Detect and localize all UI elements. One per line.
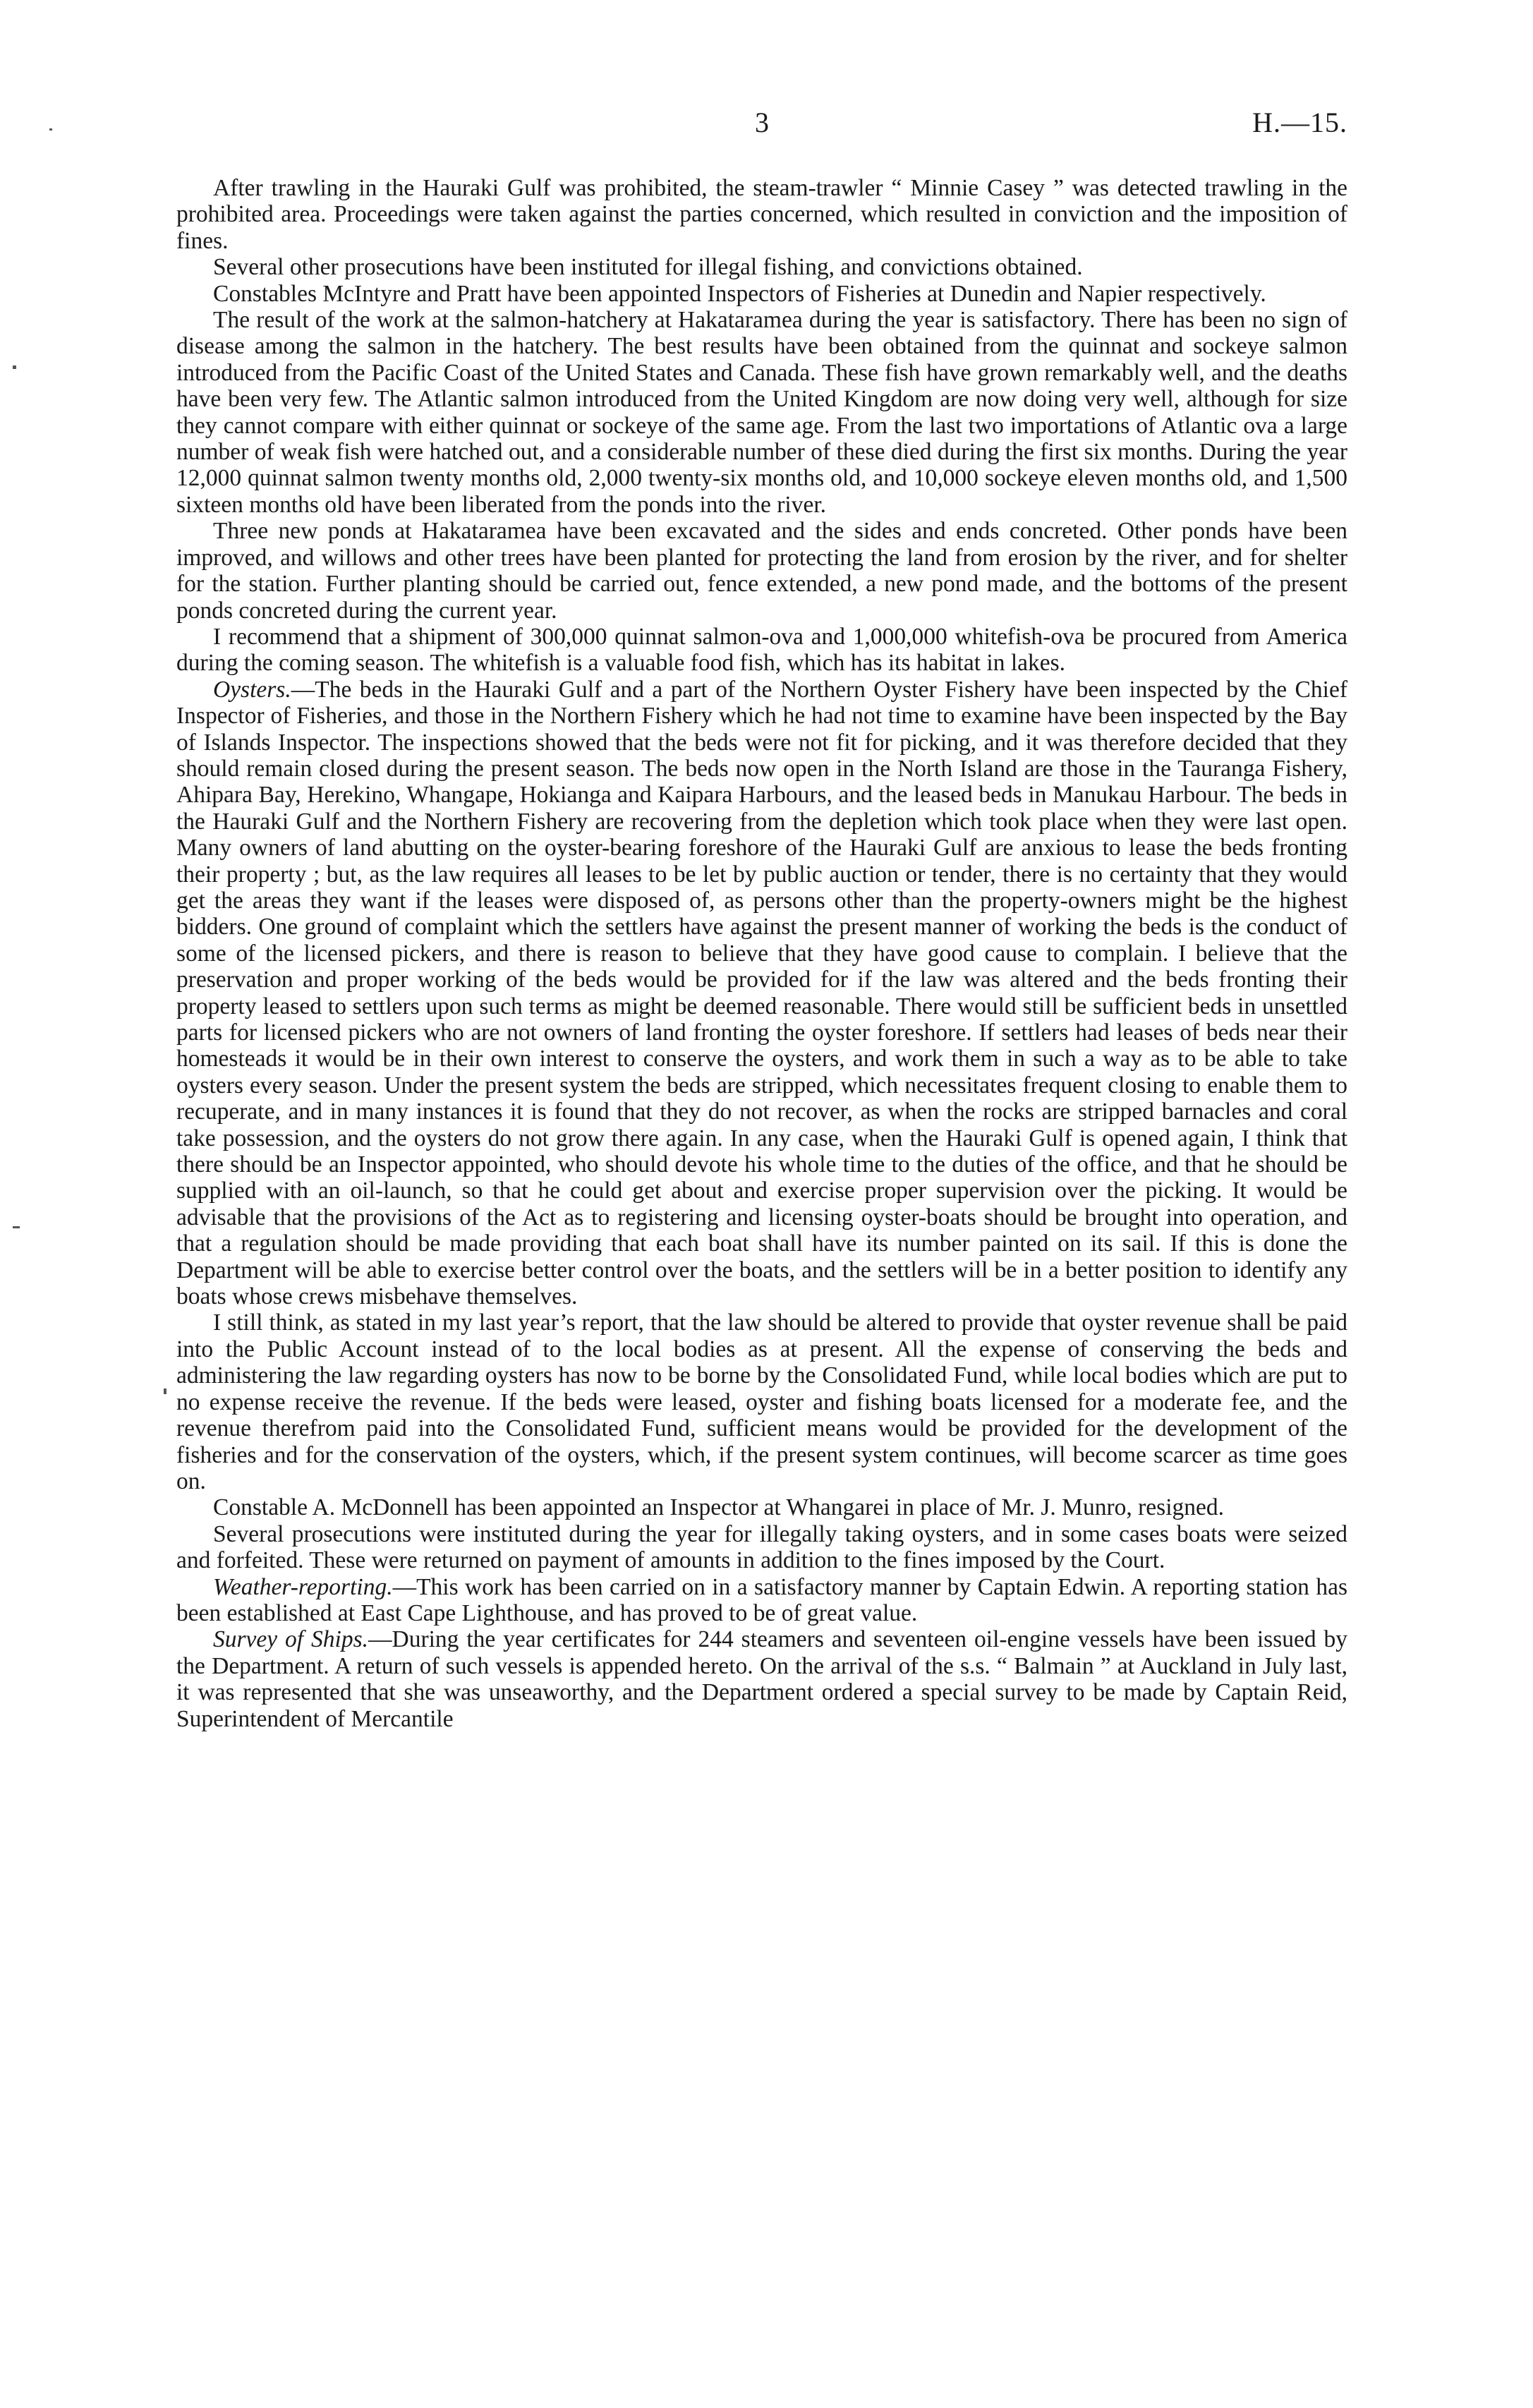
paragraph xyxy=(176,254,1347,280)
paragraph-text: —During the year certificates for 244 steamers and seventeen oil-engine vessels have been issued by the Department. A return of such vessels is appended hereto. On the arrival of the s.s. “ Balmain ” at Auckland in July last, it was represented that she was unseaworthy, and the Department ordered a special survey to be made by Captain Reid, Superintendent of Mercantile xyxy=(176,1626,1348,1732)
paragraph-text: —This work has been carried on in a satisfactory manner by Captain Edwin. A reporting station has been established at East Cape Lighthouse, and has proved to be of great value. xyxy=(176,1573,1347,1626)
paragraph xyxy=(176,281,1347,307)
paragraph-text: Several prosecutions were instituted during the year for illegally taking oysters, and in some cases boats were seized and forfeited. These were returned on payment of amounts in addition to the fines imposed by the Court. xyxy=(176,1520,1347,1574)
paragraph xyxy=(176,1309,1347,1494)
paragraph-text: Constable A. McDonnell has been appointed an Inspector at Whangarei in place of Mr. J. Munro, resigned. xyxy=(213,1494,1224,1521)
paragraph-survey-of-ships xyxy=(176,1626,1347,1732)
paragraph-weather-reporting xyxy=(176,1574,1347,1627)
paragraph xyxy=(176,1521,1347,1574)
paragraph-text: I recommend that a shipment of 300,000 quinnat salmon-ova and 1,000,000 whitefish-ova be procured from America during the coming season. The whitefish is a valuable food fish, which has its habitat in lakes. xyxy=(176,623,1347,677)
paragraph-text: The result of the work at the salmon-hatchery at Hakataramea during the year is satisfactory. There has been no sign of disease among the salmon in the hatchery. The best results have been obtained from the quinnat and sockeye salmon introduced from the Pacific Coast of the United States and Canada. These fish have grown remarkably well, and the deaths have been very few. The Atlantic salmon introduced from the United Kingdom are now doing very well, although for size they cannot compare with either quinnat or sockeye of the same age. From the last two importations of Atlantic ova a large number of weak fish were hatched out, and a considerable number of these died during the first six months. During the year 12,000 quinnat salmon twenty months old, 2,000 twenty-six months old, and 10,000 sockeye eleven months old, and 1,500 sixteen months old have been liberated from the ponds into the river. xyxy=(176,307,1347,518)
margin-speck xyxy=(49,128,52,131)
report-body xyxy=(176,175,1347,1732)
paragraph-text: After trawling in the Hauraki Gulf was prohibited, the steam-trawler “ Minnie Casey ” was detected trawling in the prohibited area. Proceedings were taken against the parties concerned, which resulted in conviction and the imposition of fines. xyxy=(176,175,1347,254)
margin-speck xyxy=(164,1388,166,1394)
page-header xyxy=(176,106,1347,148)
page-number: 3 xyxy=(755,107,769,138)
paragraph-text: Several other prosecutions have been instituted for illegal fishing, and convictions obtained. xyxy=(213,254,1083,281)
paragraph xyxy=(176,624,1347,677)
paragraph-oysters xyxy=(176,677,1347,1310)
paragraph-text: Constables McIntyre and Pratt have been appointed Inspectors of Fisheries at Dunedin and Napier respectively. xyxy=(213,280,1266,307)
paragraph xyxy=(176,307,1347,518)
document-code: H.—15. xyxy=(1252,107,1347,138)
paragraph-heading: Oysters. xyxy=(213,676,291,703)
paragraph-heading: Weather-reporting. xyxy=(213,1573,393,1600)
paragraph-text: —The beds in the Hauraki Gulf and a part of the Northern Oyster Fishery have been inspected by the Chief Inspector of Fisheries, and those in the Northern Fishery which he had not time to examine have been inspected by the Bay of Islands Inspector. The inspections showed that the beds were not fit for picking, and it was therefore decided that they should remain closed during the present season. The beds now open in the North Island are those in the Tauranga Fishery, Ahipara Bay, Herekino, Whangape, Hokianga and Kaipara Harbours, and the leased beds in Manukau Harbour. The beds in the Hauraki Gulf and the Northern Fishery are recovering from the depletion which took place when they were last open. Many owners of land abutting on the oyster-bearing foreshore of the Hauraki Gulf are anxious to lease the beds fronting their property ; but, as the law requires all leases to be let by public auction or tender, there is no certainty that they would get the areas they want if the leases were disposed of, as persons other than the property-owners might be the highest bidders. One ground of complaint which the settlers have against the present manner of working the beds is the conduct of some of the licensed pickers, and there is reason to believe that they have good cause to complain. I believe that the preservation and proper working of the beds would be provided for if the law was altered and the beds fronting their property leased to settlers upon such terms as might be deemed reasonable. There would still be sufficient beds in unsettled parts for licensed pickers who are not owners of land fronting the oyster foreshore. If settlers had leases of beds near their homesteads it would be in their own interest to conserve the oysters, and work them in such a way as to be able to take oysters every season. Under the present system the beds are stripped, which necessitates frequent closing to enable them to recuperate, and in many instances it is found that they do not recover, as when the rocks are stripped barnacles and coral take possession, and the oysters do not grow there again. In any case, when the Hauraki Gulf is opened again, I think that there should be an Inspector appointed, who should devote his whole time to the duties of the office, and that he should be supplied with an oil-launch, so that he could get about and exercise proper supervision over the picking. It would be advisable that the provisions of the Act as to registering and licensing oyster-boats should be brought into operation, and that a regulation should be made providing that each boat shall have its number painted on its sail. If this is done the Department will be able to exercise better control over the boats, and the settlers will be in a better position to identify any boats whose crews misbehave themselves. xyxy=(176,676,1347,1310)
paragraph-heading: Survey of Ships. xyxy=(213,1626,368,1653)
paragraph xyxy=(176,175,1347,254)
paragraph-text: Three new ponds at Hakataramea have been excavated and the sides and ends concreted. Other ponds have been improved, and willows and other trees have been planted for protecting the land from erosion by the river, and for shelter for the station. Further planting should be carried out, fence extended, a new pond made, and the bottoms of the present ponds concreted during the current year. xyxy=(176,518,1347,624)
paragraph xyxy=(176,1494,1347,1520)
paragraph xyxy=(176,518,1347,624)
margin-speck xyxy=(13,1226,20,1228)
paragraph-text: I still think, as stated in my last year’s report, that the law should be altered to provide that oyster revenue shall be paid into the Public Account instead of to the local bodies as at present. All the expense of conserving the beds and administering the law regarding oysters has now to be borne by the Consolidated Fund, while local bodies which are put to no expense receive the revenue. If the beds were leased, oyster and fishing boats licensed for a moderate fee, and the revenue therefrom paid into the Consolidated Fund, sufficient means would be provided for the development of the fisheries and for the conservation of the oysters, which, if the present system continues, will become scarcer as time goes on. xyxy=(176,1309,1347,1494)
margin-speck xyxy=(13,365,16,369)
